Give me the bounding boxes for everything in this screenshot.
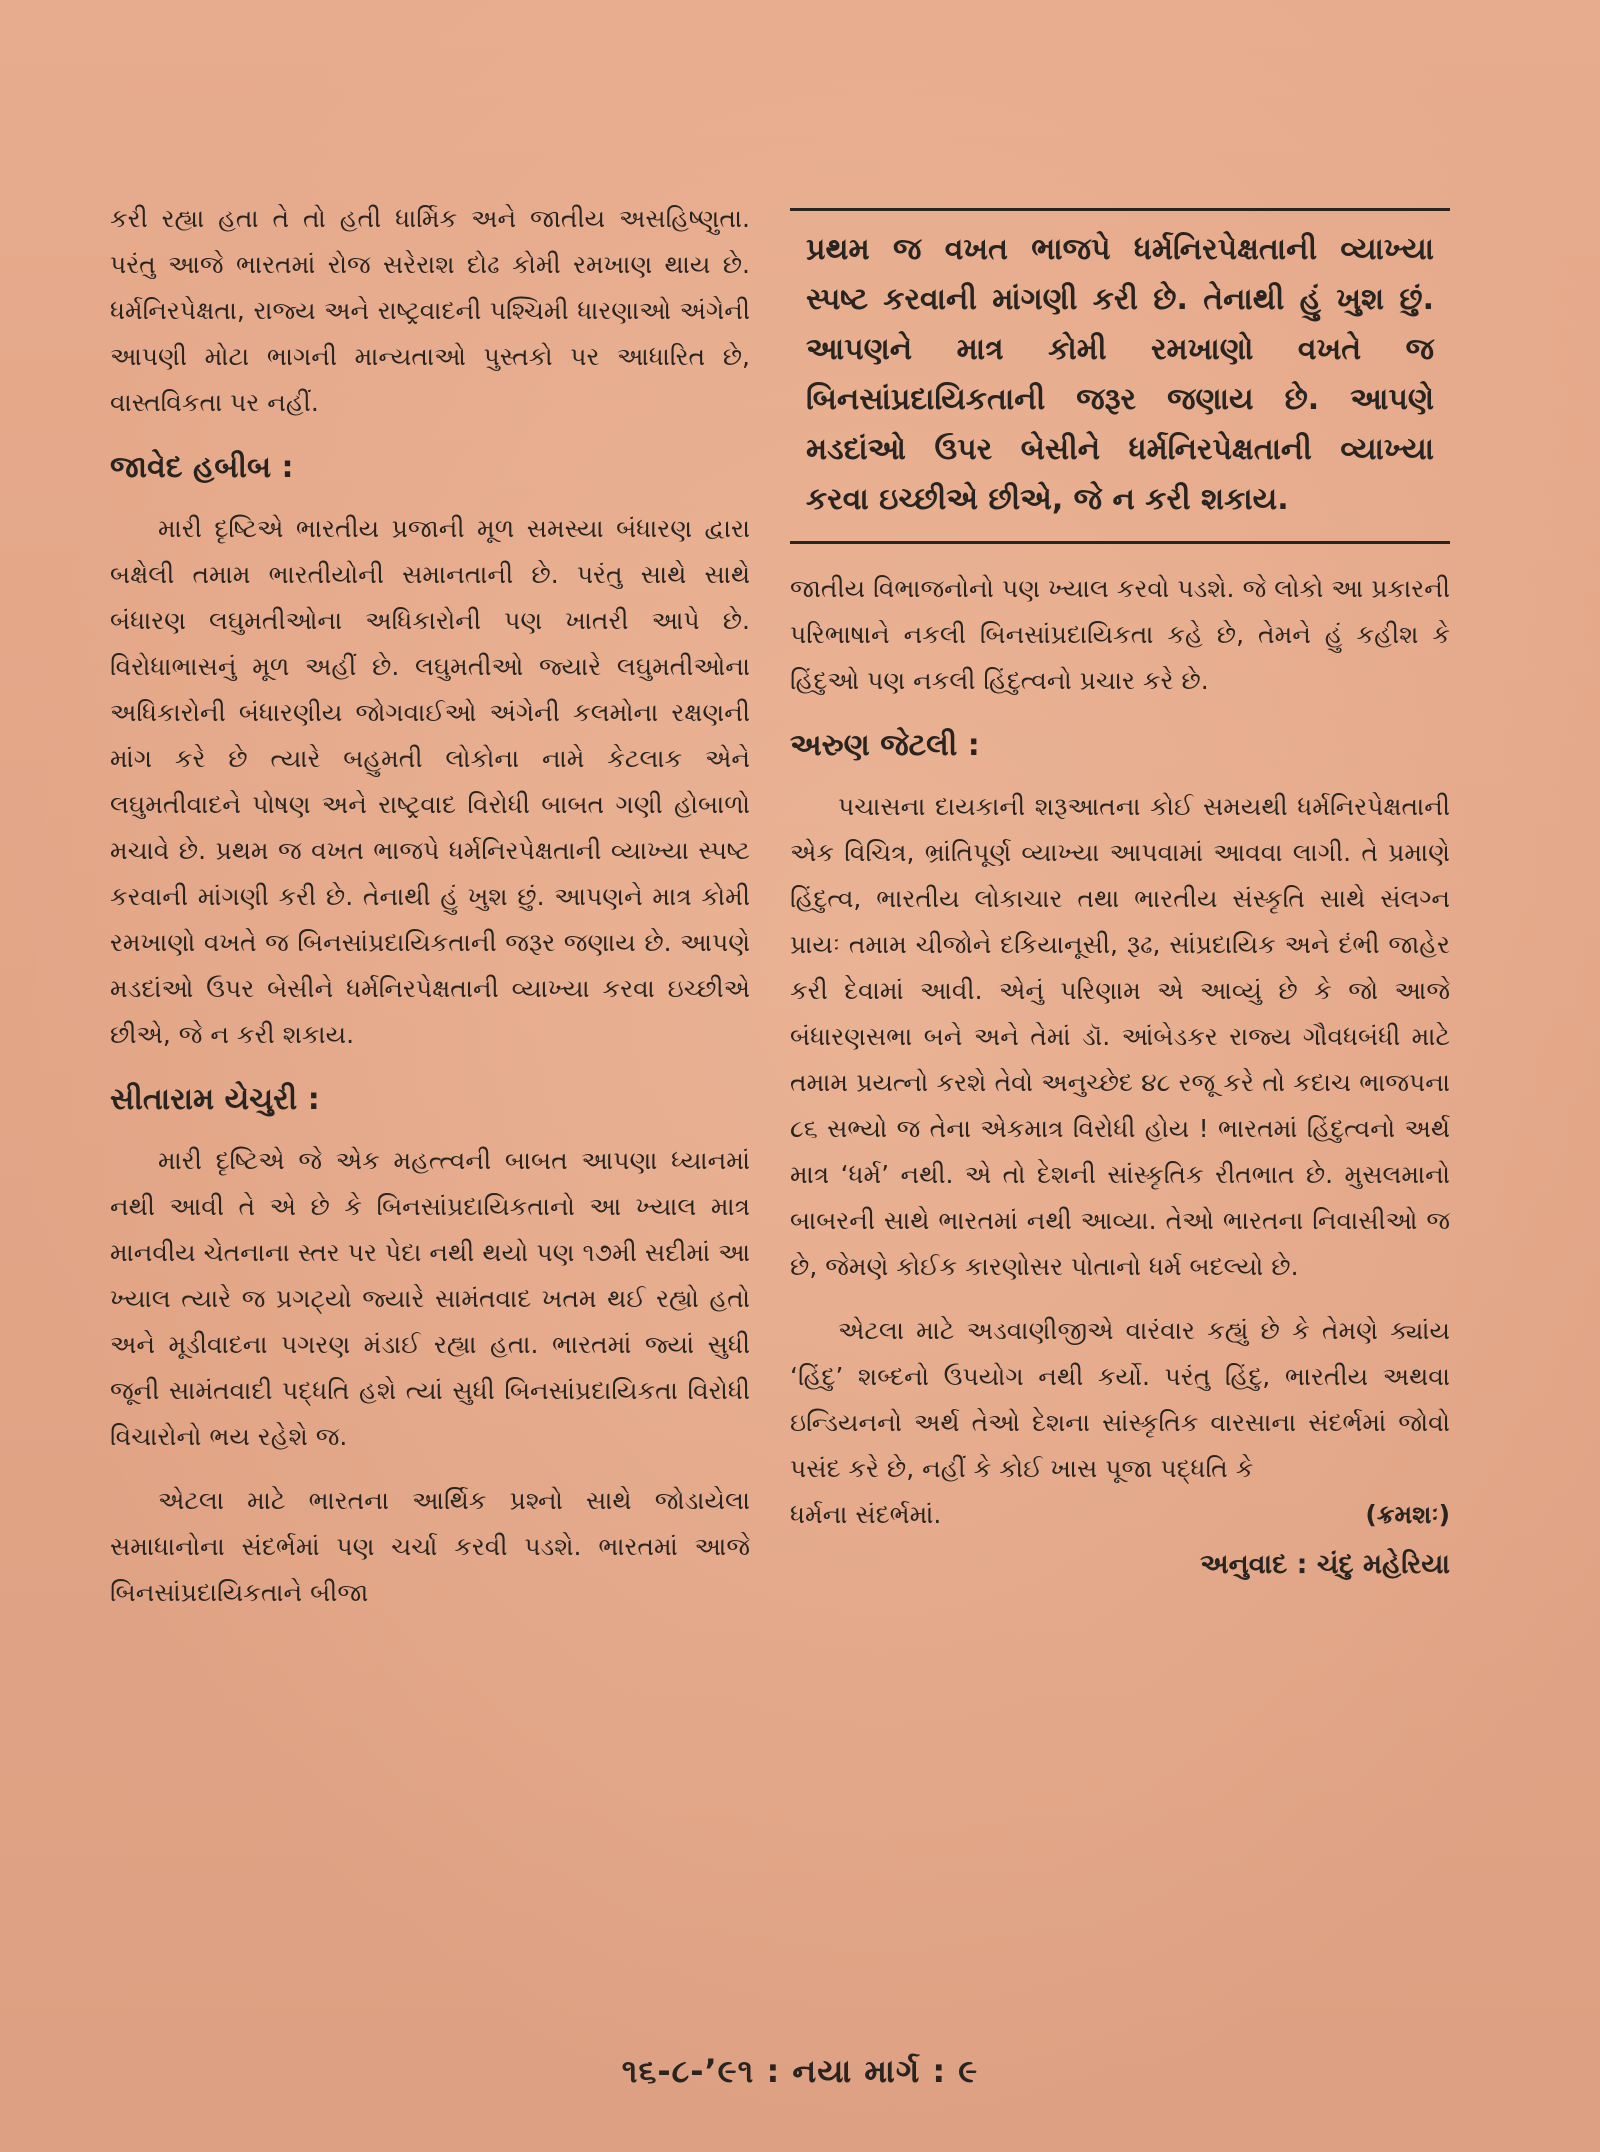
speaker-sitaram-yechury: સીતારામ યેચુરી : [110,1082,320,1117]
sitaram-yechury-statement: મારી દૃષ્ટિએ જે એક મહત્ત્વની બાબત આપણા ધ્યાનમાં નથી આવી તે એ છે કે બિનસાંપ્રદાયિકતાનો આ ખ્યાલ માત્ર માનવીય ચેતનાના સ્તર પર પેદા નથી થયો પણ ૧૭મી સદીમાં આ ખ્યાલ ત્યારે જ પ્રગટ્યો જ્યારે સામંતવાદ ખતમ થઈ રહ્યો હતો અને મૂડીવાદના પગરણ મંડાઈ રહ્યા હતા. ભારતમાં જ્યાં સુધી જૂની સામંતવાદી પદ્ધતિ હશે ત્યાં સુધી બિનસાંપ્રદાયિકતા વિરોધી વિચારોનો ભય રહેશે જ. [110,1146,750,1451]
sitaram-yechury-statement-2: એટલા માટે ભારતના આર્થિક પ્રશ્નો સાથે જોડાયેલા સમાધાનોના સંદર્ભમાં પણ ચર્ચા કરવી પડશે. ભારતમાં આજે બિનસાંપ્રદાયિકતાને બીજા [110,1486,750,1607]
javed-habib-statement: મારી દૃષ્ટિએ ભારતીય પ્રજાની મૂળ સમસ્યા બંધારણ દ્વારા બક્ષેલી તમામ ભારતીયોની સમાનતાની છે. પરંતુ સાથે સાથે બંધારણ લઘુમતીઓના અધિકારોની પણ ખાતરી આપે છે. વિરોધાભાસનું મૂળ અહીં છે. લઘુમતીઓ જ્યારે લઘુમતીઓના અધિકારોની બંધારણીય જોગવાઈઓ અંગેની કલમોના રક્ષણની માંગ કરે છે ત્યારે બહુમતી લોકોના નામે કેટલાક એને લઘુમતીવાદને પોષણ અને રાષ્ટ્રવાદ વિરોધી બાબત ગણી હોબાળો મચાવે છે. પ્રથમ જ વખત ભાજપે ધર્મનિરપેક્ષતાની વ્યાખ્યા સ્પષ્ટ કરવાની માંગણી કરી છે. તેનાથી હું ખુશ છું. આપણને માત્ર કોમી રમખાણો વખતે જ બિનસાંપ્રદાયિકતાની જરૂર જણાય છે. આપણે મડદાંઓ ઉપર બેસીને ધર્મનિરપેક્ષતાની વ્યાખ્યા કરવા ઇચ્છીએ છીએ, જે ન કરી શકાય. [110,514,750,1049]
arun-jaitley-statement-2: એટલા માટે અડવાણીજીએ વારંવાર કહ્યું છે કે તેમણે ક્યાંય ‘હિંદુ’ શબ્દનો ઉપયોગ નથી કર્યો. પરંતુ હિંદુ, ભારતીય અથવા ઇન્ડિયનનો અર્થ તેઓ દેશના સાંસ્કૃતિક વારસાના સંદર્ભમાં જોવો પસંદ કરે છે, નહીં કે કોઈ ખાસ પૂજા પદ્ધતિ કે [790,1316,1450,1483]
pull-quote-box [790,208,1450,544]
speaker-javed-habib: જાવેદ હબીબ : [110,450,294,485]
paragraph-end: ધર્મના સંદર્ભમાં. [790,1500,942,1529]
speaker-arun-jaitley: અરુણ જેટલી : [790,728,980,763]
arun-jaitley-statement: પચાસના દાયકાની શરૂઆતના કોઈ સમયથી ધર્મનિરપેક્ષતાની એક વિચિત્ર, ભ્રાંતિપૂર્ણ વ્યાખ્યા આપવામાં આવવા લાગી. તે પ્રમાણે હિંદુત્વ, ભારતીય લોકાચાર તથા ભારતીય સંસ્કૃતિ સાથે સંલગ્ન પ્રાયઃ તમામ ચીજોને દકિયાનૂસી, રૂઢ, સાંપ્રદાયિક અને દંભી જાહેર કરી દેવામાં આવી. એનું પરિણામ એ આવ્યું છે કે જો આજે બંધારણસભા બને અને તેમાં ડૉ. આંબેડકર રાજ્ય ગૌવધબંધી માટે તમામ પ્રયત્નો કરશે તેવો અનુચ્છેદ ૪૮ રજૂ કરે તો કદાચ ભાજપના ૮૬ સભ્યો જ તેના એકમાત્ર વિરોધી હોય ! ભારતમાં હિંદુત્વનો અર્થ માત્ર ‘ધર્મ’ નથી. એ તો દેશની સાંસ્કૃતિક રીતભાત છે. મુસલમાનો બાબરની સાથે ભારતમાં નથી આવ્યા. તેઓ ભારતના નિવાસીઓ જ છે, જેમણે કોઈક કારણોસર પોતાનો ધર્મ બદલ્યો છે. [790,792,1450,1281]
right-paragraph-continued: જાતીય વિભાજનોનો પણ ખ્યાલ કરવો પડશે. જે લોકો આ પ્રકારની પરિભાષાને નકલી બિનસાંપ્રદાયિકતા કહે છે, તેમને હું કહીશ કે હિંદુઓ પણ નકલી હિંદુત્વનો પ્રચાર કરે છે. [790,574,1450,695]
right-column [790,196,1450,1588]
left-column [110,196,750,1634]
pull-quote-text: પ્રથમ જ વખત ભાજપે ધર્મનિરપેક્ષતાની વ્યાખ્યા સ્પષ્ટ કરવાની માંગણી કરી છે. તેનાથી હું ખુશ છું. આપણને માત્ર કોમી રમખાણો વખતે જ બિનસાંપ્રદાયિકતાની જરૂર જણાય છે. આપણે મડદાંઓ ઉપર બેસીને ધર્મનિરપેક્ષતાની વ્યાખ્યા કરવા ઇચ્છીએ છીએ, જે ન કરી શકાય. [806,232,1434,517]
signoff-line [790,1492,1450,1538]
translator-credit: અનુવાદ : ચંદુ મહેરિયા [1200,1549,1450,1580]
left-paragraph-continued: કરી રહ્યા હતા તે તો હતી ધાર્મિક અને જાતીય અસહિષ્ણુતા. પરંતુ આજે ભારતમાં રોજ સરેરાશ દોઢ કોમી રમખાણ થાય છે. ધર્મનિરપેક્ષતા, રાજ્ય અને રાષ્ટ્રવાદની પશ્ચિમી ધારણાઓ અંગેની આપણી મોટા ભાગની માન્યતાઓ પુસ્તકો પર આધારિત છે, વાસ્તવિકતા પર નહીં. [110,204,750,417]
page-footer: ૧૬-૮-’૯૧ : નયા માર્ગ : ૯ [621,2052,979,2090]
continued-label: (ક્રમશઃ) [1365,1500,1450,1529]
